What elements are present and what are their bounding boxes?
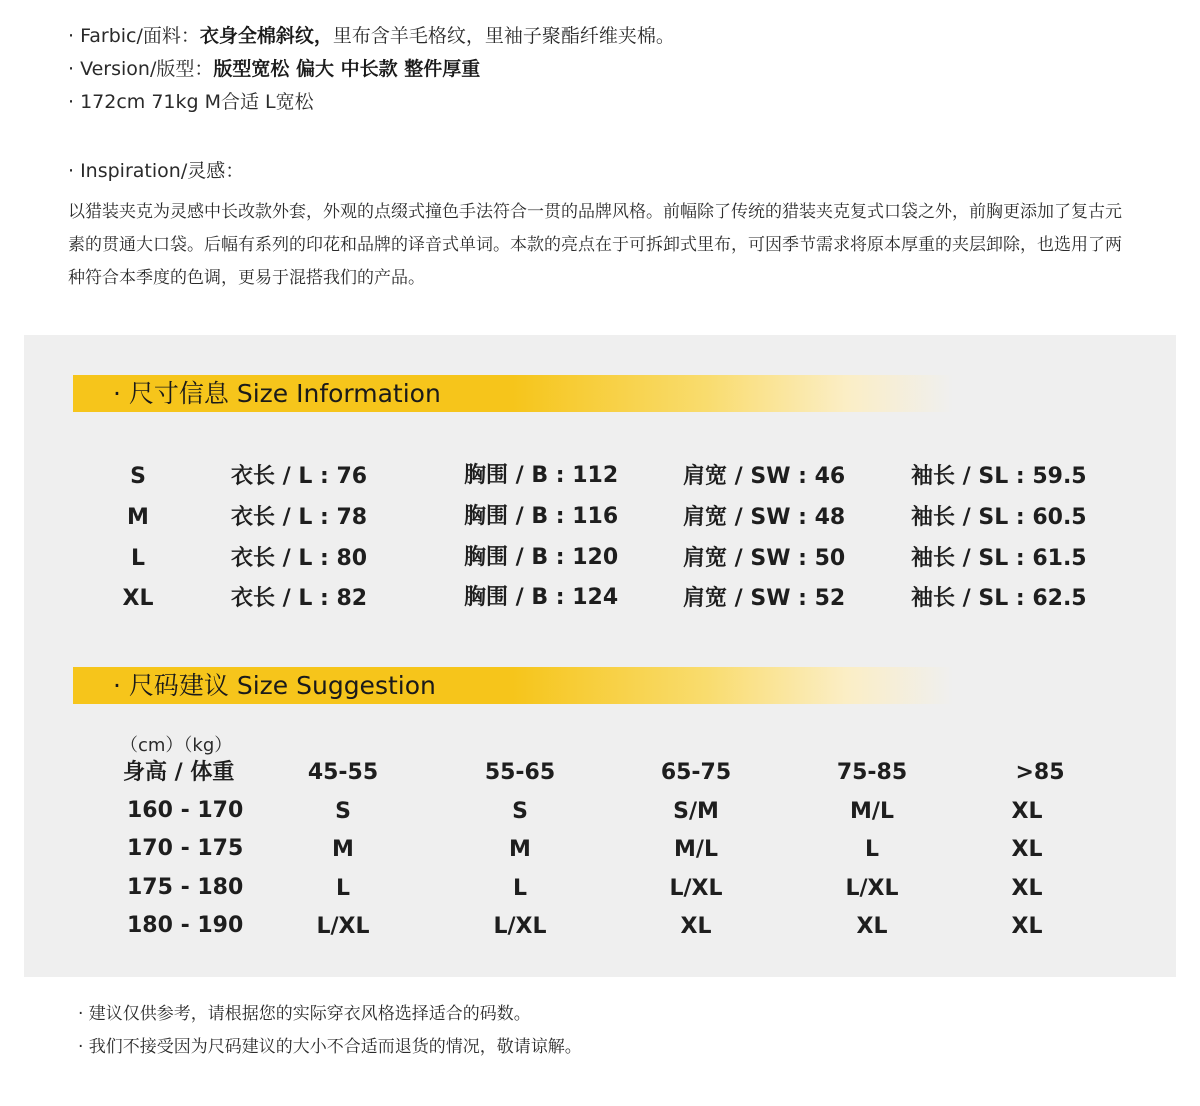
length-value: 衣长 / L : 82: [231, 586, 368, 611]
bust-value: 胸围 / B : 116: [464, 504, 619, 529]
shoulder-value: 肩宽 / SW : 52: [683, 586, 846, 611]
bust-value: 胸围 / B : 124: [464, 585, 619, 610]
fabric-detail: 里布含羊毛格纹，里袖子聚酯纤维夹棉。: [332, 25, 675, 47]
weight-header: 65-75: [660, 760, 732, 785]
size-label: XL: [122, 586, 154, 611]
height-range: 160 - 170: [127, 798, 244, 823]
suggested-size: XL: [1011, 837, 1043, 862]
size-info-banner: [73, 375, 953, 412]
suggested-size: XL: [680, 914, 712, 939]
suggested-size: L/XL: [669, 876, 723, 901]
suggested-size: XL: [1011, 914, 1043, 939]
height-range: 175 - 180: [127, 875, 244, 900]
length-value: 衣长 / L : 80: [231, 546, 368, 571]
suggested-size: XL: [1011, 799, 1043, 824]
suggested-size: L: [512, 876, 528, 901]
shoulder-value: 肩宽 / SW : 48: [683, 505, 846, 530]
suggested-size: S: [335, 799, 351, 824]
sleeve-value: 袖长 / SL : 59.5: [911, 464, 1087, 489]
weight-header: 55-65: [484, 760, 556, 785]
fabric-line: [68, 20, 1128, 53]
shoulder-value: 肩宽 / SW : 50: [683, 546, 846, 571]
height-range: 180 - 190: [127, 913, 244, 938]
bust-value: 胸围 / B : 112: [464, 463, 619, 488]
sleeve-value: 袖长 / SL : 60.5: [911, 505, 1087, 530]
weight-header: 75-85: [836, 760, 908, 785]
sleeve-value: 袖长 / SL : 61.5: [911, 546, 1087, 571]
suggested-size: L/XL: [493, 914, 547, 939]
version-highlight: 版型宽松 偏大 中长款 整件厚重: [213, 58, 481, 80]
version-label: · Version/版型：: [68, 58, 214, 80]
suggested-size: L/XL: [845, 876, 899, 901]
suggested-size: M/L: [850, 799, 894, 824]
height-weight-header: 身高 / 体重: [123, 760, 235, 785]
length-value: 衣长 / L : 76: [231, 464, 368, 489]
size-suggestion-title: · 尺码建议 Size Suggestion: [113, 671, 436, 700]
units-label: （cm）（kg）: [120, 735, 233, 756]
fabric-highlight: 衣身全棉斜纹，: [199, 25, 333, 47]
weight-header: >85: [1015, 760, 1065, 785]
size-label: L: [130, 546, 146, 571]
weight-header: 45-55: [307, 760, 379, 785]
suggested-size: S/M: [673, 799, 719, 824]
product-details: [68, 20, 1128, 119]
length-value: 衣长 / L : 78: [231, 505, 368, 530]
suggested-size: L: [335, 876, 351, 901]
suggested-size: S: [512, 799, 528, 824]
fabric-label: · Farbic/面料：: [68, 25, 200, 47]
bust-value: 胸围 / B : 120: [464, 545, 619, 570]
suggested-size: M/L: [674, 837, 718, 862]
note-item: · 建议仅供参考，请根据您的实际穿衣风格选择适合的码数。: [78, 1004, 531, 1024]
suggested-size: M: [509, 837, 531, 862]
suggested-size: L: [864, 837, 880, 862]
inspiration-title: · Inspiration/灵感：: [68, 160, 245, 182]
version-line: [68, 53, 1128, 86]
size-label: M: [127, 505, 149, 530]
suggested-size: XL: [856, 914, 888, 939]
disclaimer-notes: [78, 998, 582, 1064]
sleeve-value: 袖长 / SL : 62.5: [911, 586, 1087, 611]
height-range: 170 - 175: [127, 836, 244, 861]
size-info-title: · 尺寸信息 Size Information: [113, 379, 441, 408]
model-fit-line: · 172cm 71kg M合适 L宽松: [68, 91, 314, 113]
size-label: S: [130, 464, 146, 489]
shoulder-value: 肩宽 / SW : 46: [683, 464, 846, 489]
note-item: · 我们不接受因为尺码建议的大小不合适而退货的情况，敬请谅解。: [78, 1037, 582, 1057]
inspiration-text: 以猎装夹克为灵感中长改款外套，外观的点缀式撞色手法符合一贯的品牌风格。前幅除了传统的猎装夹克复式口袋之外，前胸更添加了复古元素的贯通大口袋。后幅有系列的印花和品牌的译音式单词。本款的亮点在于可拆卸式里布，可因季节需求将原本厚重的夹层卸除，也选用了两种符合本季度的色调，更易于混搭我们的产品。: [68, 202, 1122, 288]
suggested-size: M: [332, 837, 354, 862]
suggested-size: L/XL: [316, 914, 370, 939]
suggested-size: XL: [1011, 876, 1043, 901]
size-panel: [24, 335, 1176, 977]
size-suggestion-banner: [73, 667, 953, 704]
